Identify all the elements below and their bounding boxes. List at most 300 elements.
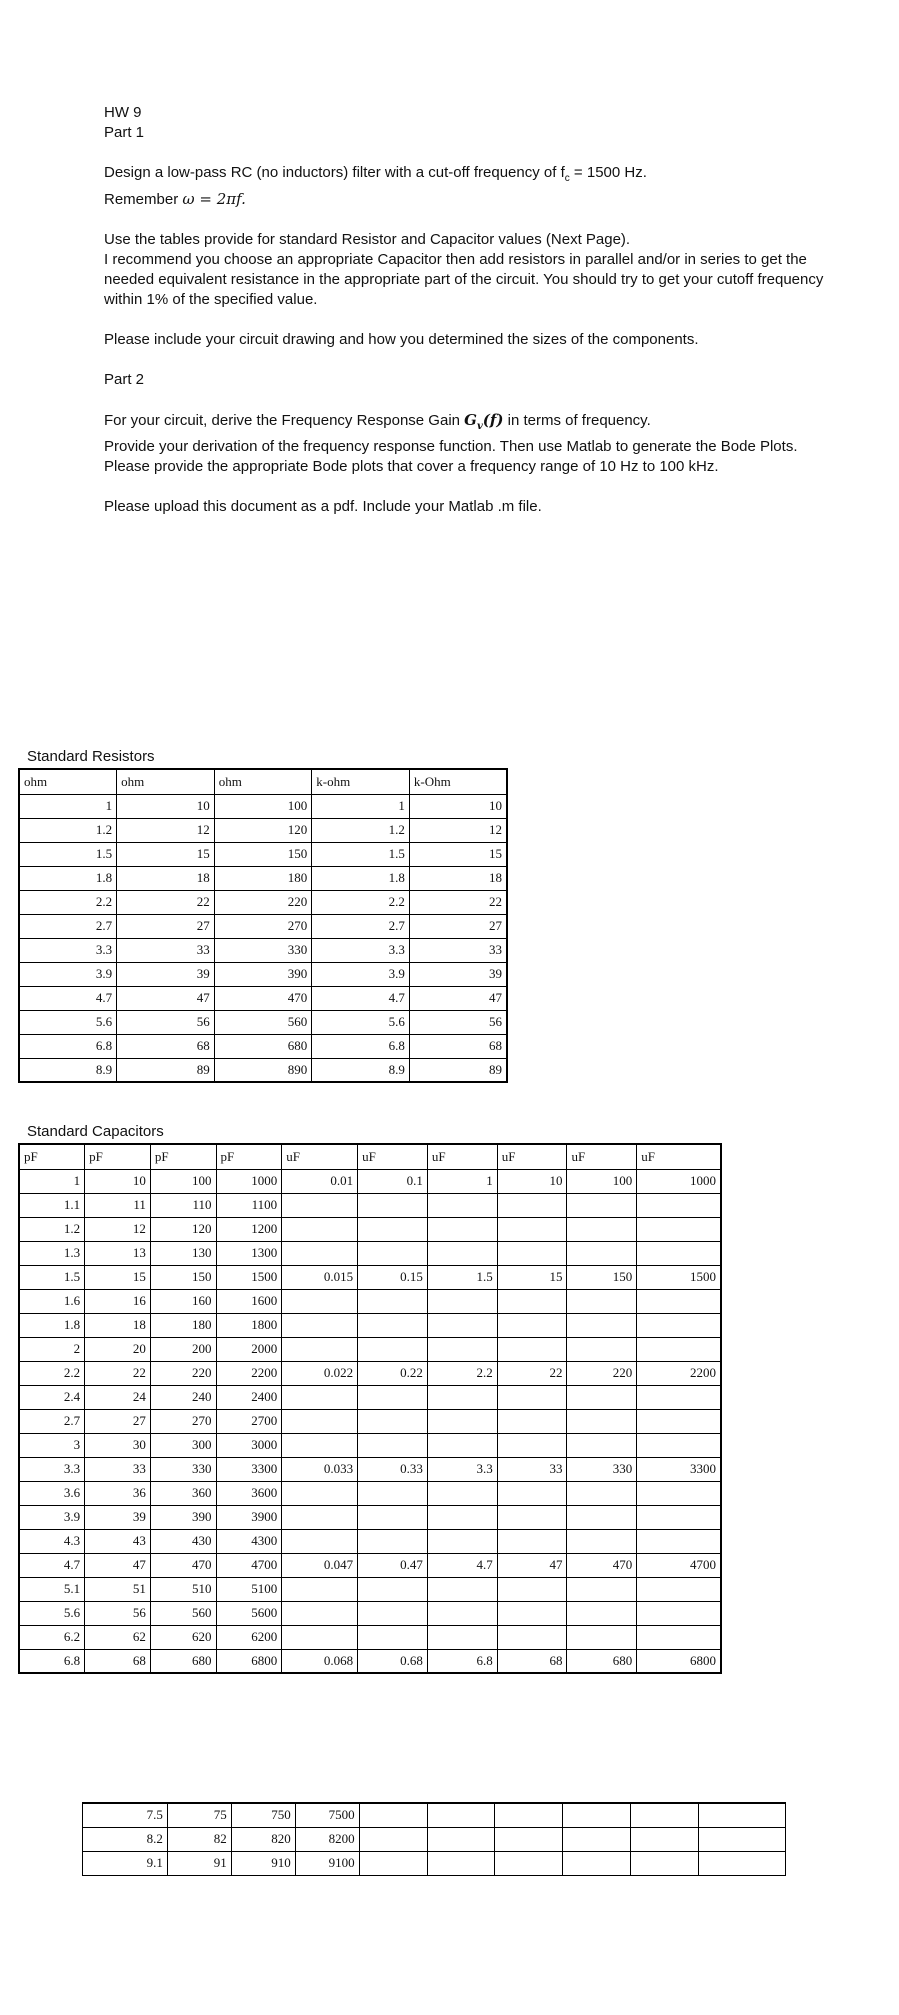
table-row (19, 1601, 721, 1625)
table-cell (495, 1827, 563, 1851)
derive-text-end: in terms of frequency. (503, 412, 651, 429)
table-cell: 2.2 (19, 1361, 85, 1385)
table-cell (282, 1289, 358, 1313)
table-cell (567, 1481, 637, 1505)
table-cell (427, 1481, 497, 1505)
table-cell: 3.3 (312, 938, 410, 962)
table-cell (637, 1577, 721, 1601)
table-cell: 10 (409, 794, 507, 818)
table-cell (567, 1193, 637, 1217)
table-row (19, 1409, 721, 1433)
table-cell: 1500 (637, 1265, 721, 1289)
resistors-header-row (19, 769, 507, 794)
table-cell (282, 1505, 358, 1529)
table-cell (497, 1241, 567, 1265)
table-cell (358, 1601, 428, 1625)
table-cell: 4.3 (19, 1529, 85, 1553)
table-cell: 220 (214, 890, 312, 914)
table-cell (358, 1625, 428, 1649)
table-cell: 33 (117, 938, 215, 962)
tables-instruction: Use the tables provide for standard Resistor and Capacitor values (Next Page). (104, 231, 631, 248)
table-cell (427, 1577, 497, 1601)
table-cell (637, 1505, 721, 1529)
table-cell (358, 1289, 428, 1313)
table-cell: 30 (85, 1433, 151, 1457)
capacitors-header-cell: pF (150, 1144, 216, 1169)
table-cell (497, 1601, 567, 1625)
table-cell (359, 1827, 427, 1851)
part1-title: Part 1 (104, 124, 145, 141)
table-cell: 6800 (216, 1649, 282, 1673)
table-cell (427, 1193, 497, 1217)
cutoff-subscript: c (564, 173, 570, 184)
capacitors-table (18, 1143, 722, 1674)
capacitors-header-row (19, 1144, 721, 1169)
table-cell: 270 (150, 1409, 216, 1433)
table-cell (699, 1827, 786, 1851)
table-cell: 33 (497, 1457, 567, 1481)
table-cell: 510 (150, 1577, 216, 1601)
table-cell: 68 (497, 1649, 567, 1673)
table-cell (567, 1577, 637, 1601)
table-cell: 0.15 (358, 1265, 428, 1289)
table-cell (497, 1337, 567, 1361)
table-cell: 3 (19, 1433, 85, 1457)
table-cell: 3.9 (19, 1505, 85, 1529)
assignment-text (104, 103, 824, 517)
remember-label: Remember (104, 191, 183, 208)
table-cell: 18 (409, 866, 507, 890)
table-cell: 1.2 (19, 818, 117, 842)
capacitors-header-cell: pF (216, 1144, 282, 1169)
table-row (19, 794, 507, 818)
table-cell (637, 1313, 721, 1337)
table-cell (427, 1625, 497, 1649)
table-cell: 430 (150, 1529, 216, 1553)
table-cell (358, 1241, 428, 1265)
table-cell: 27 (117, 914, 215, 938)
table-cell (497, 1313, 567, 1337)
table-cell (497, 1481, 567, 1505)
table-cell (497, 1193, 567, 1217)
table-cell (497, 1529, 567, 1553)
table-cell: 0.22 (358, 1361, 428, 1385)
table-cell: 2.7 (312, 914, 410, 938)
table-cell (358, 1481, 428, 1505)
table-cell: 9.1 (83, 1851, 168, 1875)
table-cell: 3300 (216, 1457, 282, 1481)
capacitors-header-cell: uF (282, 1144, 358, 1169)
table-cell (637, 1433, 721, 1457)
table-cell: 890 (214, 1058, 312, 1082)
table-cell: 2000 (216, 1337, 282, 1361)
table-cell: 3.3 (19, 1457, 85, 1481)
table-cell (637, 1529, 721, 1553)
table-cell: 1.5 (312, 842, 410, 866)
table-cell: 1 (19, 794, 117, 818)
table-cell: 22 (117, 890, 215, 914)
table-cell (358, 1385, 428, 1409)
table-row (19, 938, 507, 962)
table-cell (358, 1409, 428, 1433)
table-cell: 220 (567, 1361, 637, 1385)
design-statement (104, 163, 824, 189)
table-cell (427, 1529, 497, 1553)
table-row (83, 1803, 786, 1827)
table-cell (282, 1577, 358, 1601)
resistors-header-cell: ohm (19, 769, 117, 794)
table-row (19, 842, 507, 866)
table-cell (637, 1625, 721, 1649)
capacitors-header-cell: pF (19, 1144, 85, 1169)
resistors-header-cell: ohm (117, 769, 215, 794)
table-cell: 120 (150, 1217, 216, 1241)
gain-symbol: G (464, 411, 477, 429)
table-cell (282, 1409, 358, 1433)
table-cell (637, 1481, 721, 1505)
table-row (19, 914, 507, 938)
capacitors-header-cell: uF (567, 1144, 637, 1169)
table-row (19, 1289, 721, 1313)
table-cell: 300 (150, 1433, 216, 1457)
table-cell: 91 (167, 1851, 231, 1875)
table-cell: 5100 (216, 1577, 282, 1601)
table-cell: 3900 (216, 1505, 282, 1529)
table-cell: 150 (214, 842, 312, 866)
table-cell: 750 (231, 1803, 295, 1827)
table-cell (282, 1385, 358, 1409)
table-cell: 22 (85, 1361, 151, 1385)
table-cell: 1.8 (19, 866, 117, 890)
table-cell: 3.9 (312, 962, 410, 986)
table-cell: 1.5 (19, 842, 117, 866)
upload-instruction: Please upload this document as a pdf. Include your Matlab .m file. (104, 498, 542, 515)
table-cell: 2200 (637, 1361, 721, 1385)
derive-statement (104, 410, 824, 437)
table-cell: 16 (85, 1289, 151, 1313)
table-cell (567, 1217, 637, 1241)
table-cell: 5.6 (312, 1010, 410, 1034)
table-cell: 680 (150, 1649, 216, 1673)
table-cell: 15 (409, 842, 507, 866)
table-cell: 0.68 (358, 1649, 428, 1673)
table-cell: 39 (85, 1505, 151, 1529)
capacitors-header-cell: pF (85, 1144, 151, 1169)
table-cell (427, 1803, 495, 1827)
table-cell: 160 (150, 1289, 216, 1313)
table-cell: 10 (85, 1169, 151, 1193)
table-cell: 12 (409, 818, 507, 842)
table-cell: 680 (567, 1649, 637, 1673)
table-cell: 0.033 (282, 1457, 358, 1481)
table-cell (427, 1289, 497, 1313)
table-cell: 1.5 (427, 1265, 497, 1289)
table-cell (637, 1289, 721, 1313)
table-cell (358, 1577, 428, 1601)
resistors-header-cell: ohm (214, 769, 312, 794)
table-row (19, 1481, 721, 1505)
table-row (19, 890, 507, 914)
table-cell (567, 1529, 637, 1553)
table-cell: 2.2 (19, 890, 117, 914)
table-cell: 1.6 (19, 1289, 85, 1313)
table-cell (495, 1851, 563, 1875)
table-cell (358, 1433, 428, 1457)
table-cell: 13 (85, 1241, 151, 1265)
table-cell: 0.022 (282, 1361, 358, 1385)
table-cell: 3300 (637, 1457, 721, 1481)
table-cell (282, 1241, 358, 1265)
table-cell: 18 (117, 866, 215, 890)
table-row (19, 1529, 721, 1553)
table-cell: 8.9 (312, 1058, 410, 1082)
table-row (19, 1169, 721, 1193)
table-cell: 470 (567, 1553, 637, 1577)
table-cell (282, 1625, 358, 1649)
table-cell: 0.47 (358, 1553, 428, 1577)
table-cell: 1.2 (312, 818, 410, 842)
table-cell: 5.1 (19, 1577, 85, 1601)
table-cell (427, 1827, 495, 1851)
table-cell: 360 (150, 1481, 216, 1505)
table-cell: 22 (497, 1361, 567, 1385)
table-cell: 1.1 (19, 1193, 85, 1217)
include-instruction: Please include your circuit drawing and how you determined the sizes of the components. (104, 331, 699, 348)
table-cell: 24 (85, 1385, 151, 1409)
table-cell (495, 1803, 563, 1827)
table-cell: 2.7 (19, 914, 117, 938)
table-cell: 7.5 (83, 1803, 168, 1827)
table-cell (282, 1313, 358, 1337)
table-cell: 10 (497, 1169, 567, 1193)
table-cell: 6.8 (312, 1034, 410, 1058)
table-cell: 0.01 (282, 1169, 358, 1193)
table-row (19, 1553, 721, 1577)
table-cell: 4.7 (19, 986, 117, 1010)
table-cell (358, 1217, 428, 1241)
table-cell: 3000 (216, 1433, 282, 1457)
table-cell: 0.33 (358, 1457, 428, 1481)
table-row (19, 1649, 721, 1673)
table-cell: 100 (214, 794, 312, 818)
recommendation: I recommend you choose an appropriate Capacitor then add resistors in parallel and/or in series to get the needed equivalent resistance in the appropriate part of the circuit. You should try to get your cutoff frequency within 1% of the specified value. (104, 251, 824, 308)
table-cell: 33 (409, 938, 507, 962)
table-row (19, 818, 507, 842)
table-cell: 12 (85, 1217, 151, 1241)
hw-title: HW 9 (104, 104, 142, 121)
table-cell (282, 1529, 358, 1553)
table-cell (637, 1385, 721, 1409)
table-row (19, 1385, 721, 1409)
table-cell: 910 (231, 1851, 295, 1875)
table-cell (567, 1313, 637, 1337)
table-row (19, 1058, 507, 1082)
table-cell (427, 1337, 497, 1361)
table-cell (567, 1409, 637, 1433)
table-cell (567, 1241, 637, 1265)
table-cell: 27 (85, 1409, 151, 1433)
table-cell (567, 1601, 637, 1625)
capacitors-header-cell: uF (427, 1144, 497, 1169)
table-cell (358, 1313, 428, 1337)
table-cell: 6800 (637, 1649, 721, 1673)
table-cell (358, 1505, 428, 1529)
resistors-caption: Standard Resistors (27, 748, 155, 765)
table-row (19, 1193, 721, 1217)
table-cell: 220 (150, 1361, 216, 1385)
table-cell: 2.2 (312, 890, 410, 914)
table-cell (637, 1193, 721, 1217)
table-cell: 1300 (216, 1241, 282, 1265)
table-cell (497, 1289, 567, 1313)
table-row (19, 1241, 721, 1265)
table-row (83, 1851, 786, 1875)
table-cell: 8200 (295, 1827, 359, 1851)
table-row (19, 1505, 721, 1529)
table-cell (497, 1625, 567, 1649)
table-cell: 1.5 (19, 1265, 85, 1289)
table-cell (282, 1337, 358, 1361)
table-cell (637, 1337, 721, 1361)
table-cell (631, 1803, 699, 1827)
table-cell: 100 (150, 1169, 216, 1193)
table-cell: 0.047 (282, 1553, 358, 1577)
table-row (19, 1034, 507, 1058)
table-cell: 0.015 (282, 1265, 358, 1289)
table-cell (567, 1433, 637, 1457)
table-cell: 3.3 (427, 1457, 497, 1481)
table-cell: 56 (409, 1010, 507, 1034)
table-cell: 1000 (216, 1169, 282, 1193)
table-cell (637, 1217, 721, 1241)
table-row (19, 1217, 721, 1241)
table-cell (359, 1851, 427, 1875)
table-cell (497, 1217, 567, 1241)
table-cell: 330 (567, 1457, 637, 1481)
table-cell: 18 (85, 1313, 151, 1337)
table-cell: 7500 (295, 1803, 359, 1827)
table-cell: 6200 (216, 1625, 282, 1649)
table-cell: 390 (214, 962, 312, 986)
resistors-table (18, 768, 508, 1083)
table-cell: 1.3 (19, 1241, 85, 1265)
table-row (83, 1827, 786, 1851)
table-cell: 620 (150, 1625, 216, 1649)
table-cell: 9100 (295, 1851, 359, 1875)
table-cell (427, 1851, 495, 1875)
table-cell (359, 1803, 427, 1827)
table-cell: 0.068 (282, 1649, 358, 1673)
table-cell (567, 1337, 637, 1361)
table-cell: 110 (150, 1193, 216, 1217)
table-cell: 5.6 (19, 1601, 85, 1625)
table-cell: 100 (567, 1169, 637, 1193)
table-cell: 12 (117, 818, 215, 842)
table-cell: 4.7 (427, 1553, 497, 1577)
table-cell: 2.7 (19, 1409, 85, 1433)
table-cell: 8.9 (19, 1058, 117, 1082)
part2-title: Part 2 (104, 371, 145, 388)
table-cell: 43 (85, 1529, 151, 1553)
table-row (19, 1433, 721, 1457)
table-cell: 68 (117, 1034, 215, 1058)
table-cell: 6.2 (19, 1625, 85, 1649)
table-row (19, 962, 507, 986)
table-cell: 1.8 (312, 866, 410, 890)
table-cell: 470 (150, 1553, 216, 1577)
table-cell: 1.2 (19, 1217, 85, 1241)
table-cell: 120 (214, 818, 312, 842)
table-cell (427, 1601, 497, 1625)
table-cell: 2.4 (19, 1385, 85, 1409)
table-cell: 680 (214, 1034, 312, 1058)
table-cell: 15 (497, 1265, 567, 1289)
table-cell: 33 (85, 1457, 151, 1481)
table-cell: 390 (150, 1505, 216, 1529)
table-cell: 330 (150, 1457, 216, 1481)
omega-equation: ω = 2πf. (182, 190, 246, 208)
design-text: Design a low-pass RC (no inductors) filter with a cut-off frequency of f (104, 164, 565, 181)
table-cell (427, 1217, 497, 1241)
table-cell: 68 (85, 1649, 151, 1673)
capacitors-continuation-table (82, 1802, 786, 1876)
table-cell: 62 (85, 1625, 151, 1649)
table-cell (699, 1851, 786, 1875)
table-cell: 51 (85, 1577, 151, 1601)
table-cell: 39 (409, 962, 507, 986)
table-cell (637, 1601, 721, 1625)
table-cell (282, 1433, 358, 1457)
table-cell (563, 1827, 631, 1851)
table-cell: 1200 (216, 1217, 282, 1241)
table-row (19, 1361, 721, 1385)
table-cell: 4700 (216, 1553, 282, 1577)
table-cell (567, 1289, 637, 1313)
table-cell: 89 (409, 1058, 507, 1082)
table-cell: 2 (19, 1337, 85, 1361)
table-cell: 1 (312, 794, 410, 818)
derive-text: For your circuit, derive the Frequency Response Gain (104, 412, 465, 429)
capacitors-caption: Standard Capacitors (27, 1123, 164, 1140)
resistors-header-cell: k-ohm (312, 769, 410, 794)
cutoff-value: = 1500 Hz. (569, 164, 647, 181)
table-cell: 47 (117, 986, 215, 1010)
table-cell (427, 1505, 497, 1529)
table-cell (637, 1409, 721, 1433)
table-cell: 150 (567, 1265, 637, 1289)
table-cell: 15 (117, 842, 215, 866)
table-cell: 47 (497, 1553, 567, 1577)
table-cell: 1 (19, 1169, 85, 1193)
table-cell: 8.2 (83, 1827, 168, 1851)
table-cell: 560 (214, 1010, 312, 1034)
table-cell (427, 1433, 497, 1457)
table-cell: 1100 (216, 1193, 282, 1217)
table-cell (497, 1409, 567, 1433)
table-cell: 0.1 (358, 1169, 428, 1193)
table-cell: 560 (150, 1601, 216, 1625)
table-cell (282, 1601, 358, 1625)
table-cell (631, 1851, 699, 1875)
table-cell: 6.8 (427, 1649, 497, 1673)
table-cell: 820 (231, 1827, 295, 1851)
table-cell (567, 1625, 637, 1649)
table-cell: 1600 (216, 1289, 282, 1313)
table-cell (497, 1433, 567, 1457)
table-row (19, 986, 507, 1010)
table-cell: 75 (167, 1803, 231, 1827)
table-cell: 3.6 (19, 1481, 85, 1505)
